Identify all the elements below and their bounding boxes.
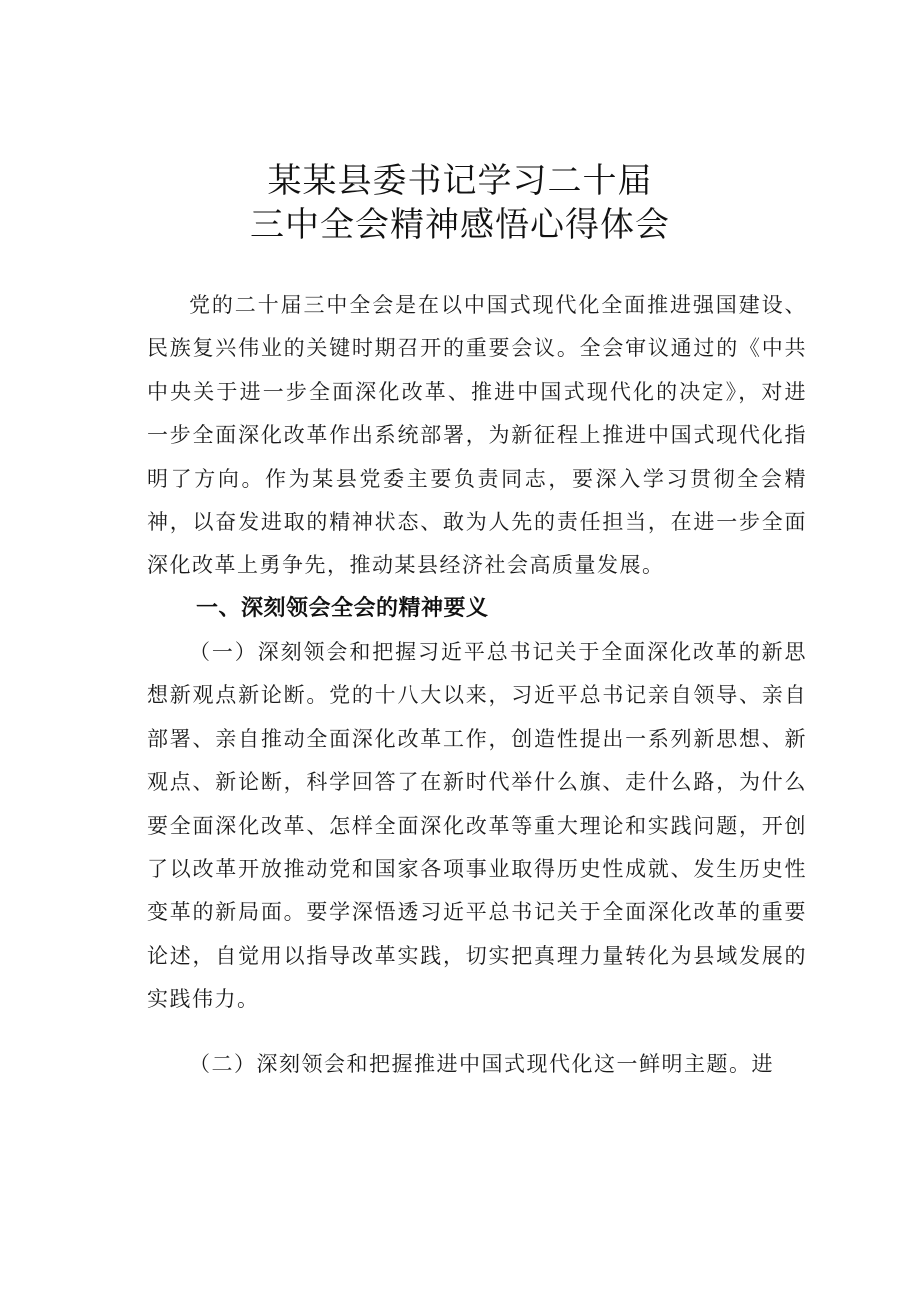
document-title-line-2: 三中全会精神感悟心得体会 xyxy=(250,205,670,245)
subsection-1-paragraph: （一）深刻领会和把握习近平总书记关于全面深化改革的新思想新观点新论断。党的十八大以来，习近平总书记亲自领导、亲自部署、亲自推动全面深化改革工作，创造性提出一系列新思想、新观点、新论断，科学回答了在新时代举什么旗、走什么路，为什么要全面深化改革、怎样全面深化改革等重大理论和实践问题，开创了以改革开放推动党和国家各项事业取得历史性成就、发生历史性变革的新局面。要学深悟透习近平总书记关于全面深化改革的重要论述，自觉用以指导改革实践，切实把真理力量转化为县域发展的实践伟力。 xyxy=(147,640,807,1012)
subsection-2-paragraph: （二）深刻领会和把握推进中国式现代化这一鲜明主题。进 xyxy=(189,1052,774,1076)
document-title-line-1: 某某县委书记学习二十届 xyxy=(267,161,653,201)
intro-paragraph: 党的二十届三中全会是在以中国式现代化全面推进强国建设、民族复兴伟业的关键时期召开的重要会议。全会审议通过的《中共中央关于进一步全面深化改革、推进中国式现代化的决定》，对进一步全面深化改革作出系统部署，为新征程上推进中国式现代化指明了方向。作为某县党委主要负责同志，要深入学习贯彻全会精神，以奋发进取的精神状态、敢为人先的责任担当，在进一步全面深化改革上勇争先，推动某县经济社会高质量发展。 xyxy=(147,293,807,578)
section-heading: 一、深刻领会全会的精神要义 xyxy=(196,596,489,621)
